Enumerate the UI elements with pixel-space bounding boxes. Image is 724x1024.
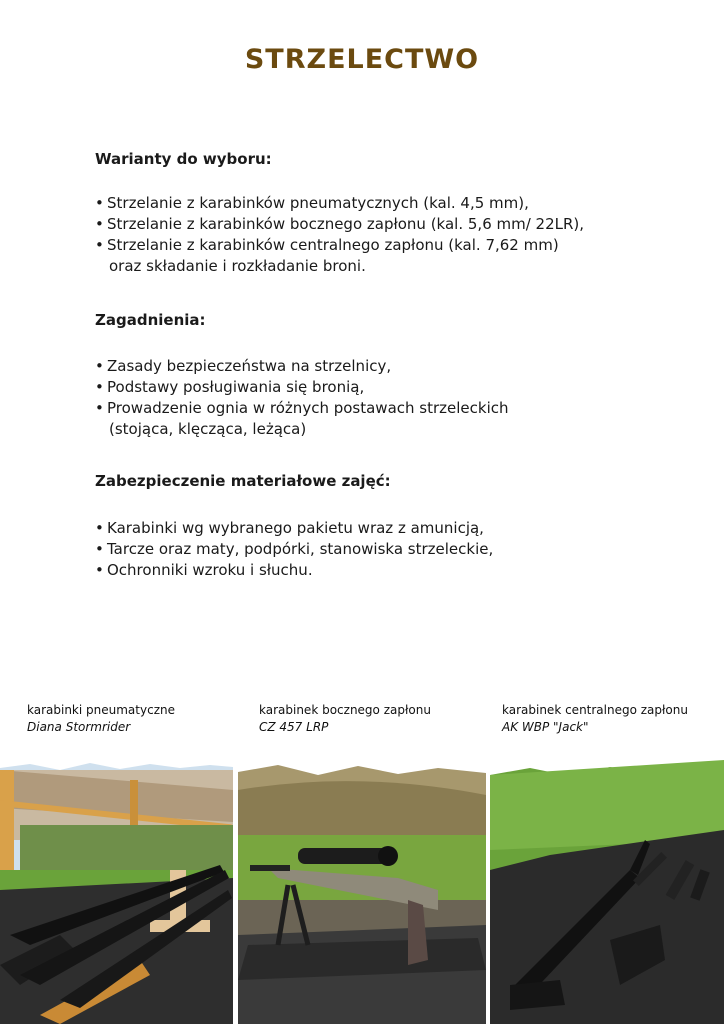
section-equipment	[95, 472, 675, 581]
list-item: • Strzelanie z karabinków bocznego zapłonu (kal. 5,6 mm/ 22LR),	[95, 214, 675, 235]
bullet-list	[95, 518, 675, 581]
disassembled-ak-rifle-photo	[490, 760, 724, 1024]
list-item: • Zasady bezpieczeństwa na strzelnicy,	[95, 356, 675, 377]
bullet-list	[95, 193, 675, 277]
bullet-list	[95, 356, 675, 440]
caption-air-rifles: karabinki pneumatyczne Diana Stormrider	[27, 703, 175, 734]
section-heading: Zabezpieczenie materiałowe zajęć:	[95, 472, 391, 490]
list-item: • Strzelanie z karabinków centralnego zapłonu (kal. 7,62 mm) oraz składanie i rozkładanie broni.	[95, 235, 675, 277]
bolt-rifle-on-bipod-photo	[238, 760, 486, 1024]
section-heading: Warianty do wyboru:	[95, 150, 272, 168]
list-item: • Strzelanie z karabinków pneumatycznych (kal. 4,5 mm),	[95, 193, 675, 214]
list-item: • Prowadzenie ognia w różnych postawach strzeleckich (stojąca, klęcząca, leżąca)	[95, 398, 675, 440]
list-item: • Ochronniki wzroku i słuchu.	[95, 560, 675, 581]
caption-centerfire-rifle: karabinek centralnego zapłonu AK WBP "Jack"	[502, 703, 688, 734]
caption-rimfire-rifle: karabinek bocznego zapłonu CZ 457 LRP	[259, 703, 431, 734]
air-rifles-photo	[0, 760, 233, 1024]
section-heading: Zagadnienia:	[95, 311, 206, 329]
section-variants	[95, 150, 675, 277]
section-topics	[95, 311, 675, 440]
list-item: • Tarcze oraz maty, podpórki, stanowiska strzeleckie,	[95, 539, 675, 560]
photo-strip	[0, 760, 724, 1024]
list-item: • Podstawy posługiwania się bronią,	[95, 377, 675, 398]
page-title: STRZELECTWO	[244, 44, 480, 75]
list-item: • Karabinki wg wybranego pakietu wraz z amunicją,	[95, 518, 675, 539]
